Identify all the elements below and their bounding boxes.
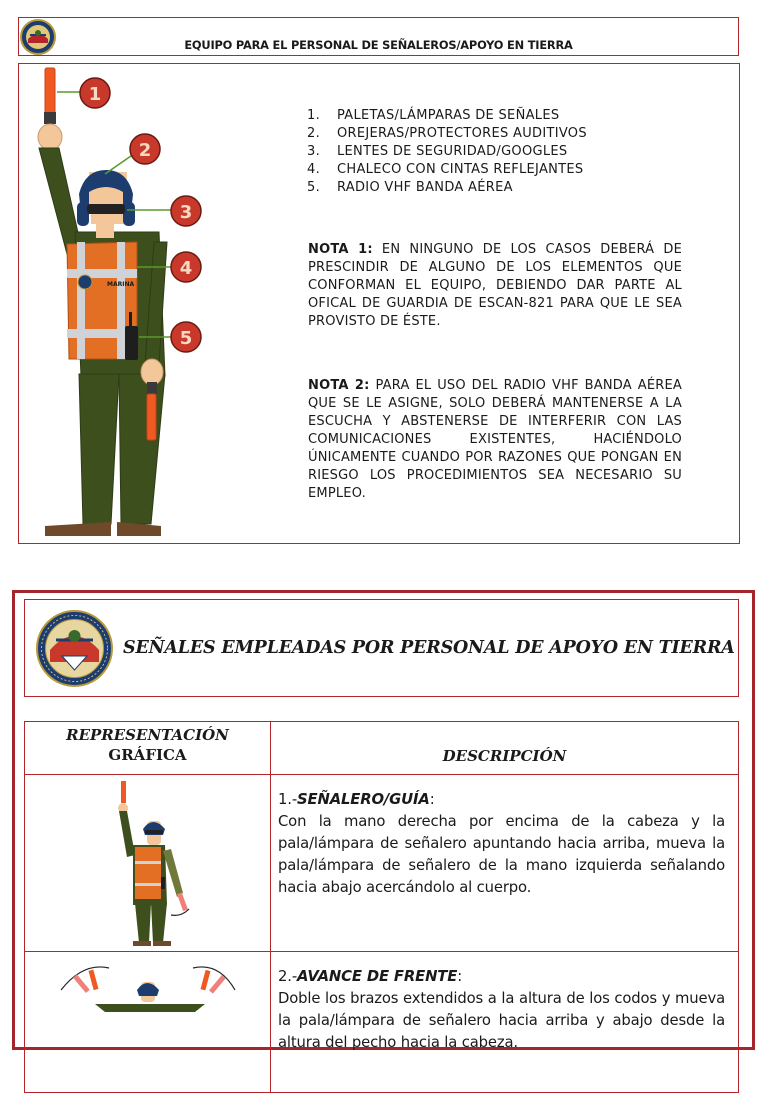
svg-text:4: 4 bbox=[179, 258, 193, 279]
signals-table bbox=[24, 721, 739, 1093]
callout-5 bbox=[171, 322, 201, 352]
note-1-label: NOTA 1: bbox=[308, 242, 373, 257]
list-item: 4. CHALECO CON CINTAS REFLEJANTES bbox=[307, 162, 584, 177]
signalman-pose-1 bbox=[25, 775, 270, 951]
page2-title: SEÑALES EMPLEADAS POR PERSONAL DE APOYO EN TIERRA bbox=[123, 638, 735, 658]
list-item: 5. RADIO VHF BANDA AÉREA bbox=[307, 180, 513, 195]
callout-1 bbox=[80, 78, 110, 108]
callout-4 bbox=[171, 252, 201, 282]
page2-title-box bbox=[24, 599, 739, 697]
row2-description: 2.-AVANCE DE FRENTE: Doble los brazos extendidos a la altura de los codos y mueva la pala/lámpara de señalero hacia arriba y abajo desde la altura del pecho hacia la cabeza. bbox=[271, 952, 739, 1093]
note-1-text: EN NINGUNO DE LOS CASOS DEBERÁ DE PRESCINDIR DE ALGUNO DE LOS ELEMENTOS QUE CONFORMAN EL EQUIPO, DEBIENDO DAR PARTE AL OFICAL DE GUARDIA DE ESCAN-821 PARA QUE LE SEA PROVISTO DE ÉSTE. bbox=[308, 242, 682, 329]
row2-graphic bbox=[25, 952, 271, 1093]
header-description: DESCRIPCIÓN bbox=[271, 722, 739, 775]
equipment-panel bbox=[18, 63, 740, 544]
page1-header bbox=[18, 17, 739, 56]
note-1 bbox=[308, 241, 682, 331]
svg-text:MARINA: MARINA bbox=[107, 281, 135, 288]
svg-text:2: 2 bbox=[138, 140, 152, 161]
note-2-text: PARA EL USO DEL RADIO VHF BANDA AÉREA QUE SE LE ASIGNE, SOLO DEBERÁ MANTENERSE A LA ESCUCHA Y ABSTENERSE DE INTERFERIR CON LAS COMUNICACIONES EXISTENTES, HACIÉNDOLO ÚNICAMENTE CUANDO POR RAZONES QUE PONGAN EN RIESGO LOS PROCEDIMIENTOS SEA NECESARIO SU EMPLEO. bbox=[308, 378, 682, 501]
row1-graphic bbox=[25, 775, 271, 952]
list-item: 1. PALETAS/LÁMPARAS DE SEÑALES bbox=[307, 108, 560, 123]
table-header-row bbox=[25, 722, 739, 775]
header-representation: REPRESENTACIÓN GRÁFICA bbox=[25, 722, 271, 775]
svg-text:1: 1 bbox=[88, 84, 102, 105]
note-2-label: NOTA 2: bbox=[308, 378, 370, 393]
svg-text:3: 3 bbox=[179, 202, 193, 223]
table-row bbox=[25, 952, 739, 1093]
row1-description: 1.-SEÑALERO/GUÍA: Con la mano derecha por encima de la cabeza y la pala/lámpara de señalero apuntando hacia arriba, mueva la pala/lámpara de señalero de la mano izquierda señalando hacia abajo acercándolo al cuerpo. bbox=[271, 775, 739, 952]
equipment-list bbox=[307, 107, 587, 197]
list-item: 3. LENTES DE SEGURIDAD/GOOGLES bbox=[307, 144, 568, 159]
table-row bbox=[25, 775, 739, 952]
squadron-seal-icon bbox=[36, 610, 113, 687]
svg-text:5: 5 bbox=[179, 328, 193, 349]
callout-2 bbox=[130, 134, 160, 164]
note-2 bbox=[308, 377, 682, 503]
page-gap bbox=[0, 546, 768, 590]
header-title: EQUIPO PARA EL PERSONAL DE SEÑALEROS/APOYO EN TIERRA bbox=[184, 38, 573, 52]
signalman-pose-2 bbox=[25, 952, 270, 1092]
callout-3 bbox=[171, 196, 201, 226]
signalman-figure bbox=[19, 64, 279, 543]
list-item: 2. OREJERAS/PROTECTORES AUDITIVOS bbox=[307, 126, 587, 141]
